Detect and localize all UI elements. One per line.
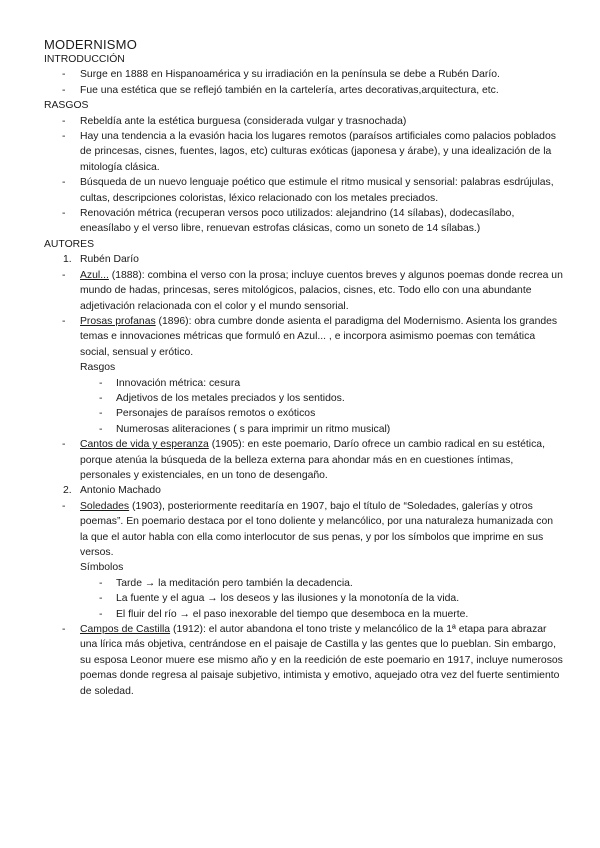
authors-list bbox=[44, 252, 564, 699]
list-item: - Renovación métrica (recuperan versos poco utilizados: alejandrino (14 sílabas), dodecasílabo, eneasílabo y el verso libre, renuevan estrofas clásicas, como un soneto de 14 sílabas.) bbox=[44, 206, 564, 237]
work-description: (1888): combina el verso con la prosa; incluye cuentos breves y algunos poemas donde recrea un mundo de hadas, princesas, seres mitológicos, palacios, cisnes, etc. Todo ello con una abundante adjetivación relacionada con el color y el mundo sensorial. bbox=[80, 269, 563, 312]
rasgos-heading: RASGOS bbox=[44, 100, 89, 112]
work-title-link[interactable]: Azul... bbox=[80, 269, 109, 281]
author-name: Rubén Darío bbox=[80, 254, 139, 266]
document-title: MODERNISMO bbox=[44, 37, 137, 52]
work-item bbox=[44, 622, 564, 699]
list-item: - La fuente y el agua → los deseos y las ilusiones y la monotonía de la vida. bbox=[44, 591, 564, 606]
list-item: - Tarde → la meditación pero también la decadencia. bbox=[44, 576, 564, 591]
author-number: 2. bbox=[63, 485, 72, 497]
list-item: - El fluir del río → el paso inexorable del tiempo que desemboca en la muerte. bbox=[44, 607, 564, 622]
document-page bbox=[44, 37, 564, 699]
rasgos-label: Rasgos bbox=[80, 362, 116, 374]
author-machado bbox=[44, 483, 564, 699]
work-title-link[interactable]: Prosas profanas bbox=[80, 315, 156, 327]
list-item: - Adjetivos de los metales preciados y los sentidos. bbox=[44, 391, 564, 406]
work-description: (1905): en este poemario, Darío ofrece un cambio radical en su estética, porque atenúa la búsqueda de la belleza externa para ahondar más en en cuestiones íntimas, personales y existenciales, en un tono de desengaño. bbox=[80, 439, 545, 481]
list-item: - Fue una estética que se reflejó también en la cartelería, artes decorativas,arquitectura, etc. bbox=[44, 83, 564, 98]
simbolos-sublist bbox=[44, 576, 564, 622]
list-item: - Surge en 1888 en Hispanoamérica y su irradiación en la península se debe a Rubén Darío. bbox=[44, 67, 564, 82]
list-item: - Innovación métrica: cesura bbox=[44, 376, 564, 391]
list-item: - Personajes de paraísos remotos o exóticos bbox=[44, 406, 564, 421]
rasgos-list bbox=[44, 114, 564, 237]
list-item: - Rebeldía ante la estética burguesa (considerada vulgar y trasnochada) bbox=[44, 114, 564, 129]
works-list bbox=[44, 622, 564, 699]
work-item bbox=[44, 437, 564, 483]
author-number: 1. bbox=[63, 254, 72, 266]
list-item: - Numerosas aliteraciones ( s para imprimir un ritmo musical) bbox=[44, 422, 564, 437]
work-description: (1912): el autor abandona el tono triste y melancólico de la 1ª etapa para abrazar una lírica más objetiva, centrándose en el paisaje de Castilla y las gentes que lo pueblan. Sin embargo, su esposa Leonor muere ese mismo año y en la reedición de este poemario en 1917, incluye numerosos poemas donde regresa al paisaje subjetivo, intimista y emotivo, aquejado otra vez del fuerte sentimiento de soledad. bbox=[80, 624, 563, 697]
list-item: - Hay una tendencia a la evasión hacia los lugares remotos (paraísos artificiales como palacios poblados de princesas, cisnes, fuentes, lagos, etc) culturas exóticas (japonesa y árabe), y una idealización de la mitología clásica. bbox=[44, 129, 564, 175]
work-item bbox=[44, 499, 564, 576]
works-list bbox=[44, 499, 564, 576]
work-description: (1903), posteriormente reeditaría en 1907, bajo el título de “Soledades, galerías y otros poemas”. En poemario destaca por el tono doliente y melancólico, por una naturaleza humanizada con la que el autor habla con ella como interlocutor de sus penas, y por los símbolos que imprime en sus versos. bbox=[80, 500, 554, 558]
work-item bbox=[44, 268, 564, 314]
work-title-link[interactable]: Soledades bbox=[80, 500, 130, 512]
work-item bbox=[44, 314, 564, 376]
work-title-link[interactable]: Cantos de vida y esperanza bbox=[80, 439, 209, 451]
works-list bbox=[44, 268, 564, 376]
intro-list bbox=[44, 67, 564, 98]
intro-heading: INTRODUCCIÓN bbox=[44, 54, 125, 65]
list-item: - Búsqueda de un nuevo lenguaje poético que estimule el ritmo musical y sensorial: palabras esdrújulas, cultas, descripciones coloristas, léxico relacionado con los metales preciados. bbox=[44, 175, 564, 206]
simbolos-label: Símbolos bbox=[80, 562, 124, 574]
works-list bbox=[44, 437, 564, 483]
work-description: (1896): obra cumbre donde asienta el paradigma del Modernismo. Asienta los grandes temas e innovaciones métricas que formuló en Azul... , e incorpora asimismo poemas con temática social, sensual y erótico. bbox=[80, 315, 558, 358]
author-dario bbox=[44, 252, 564, 483]
author-name: Antonio Machado bbox=[80, 485, 161, 497]
autores-heading: AUTORES bbox=[44, 238, 95, 250]
work-title-link[interactable]: Campos de Castilla bbox=[80, 624, 171, 636]
rasgos-sublist bbox=[44, 376, 564, 438]
